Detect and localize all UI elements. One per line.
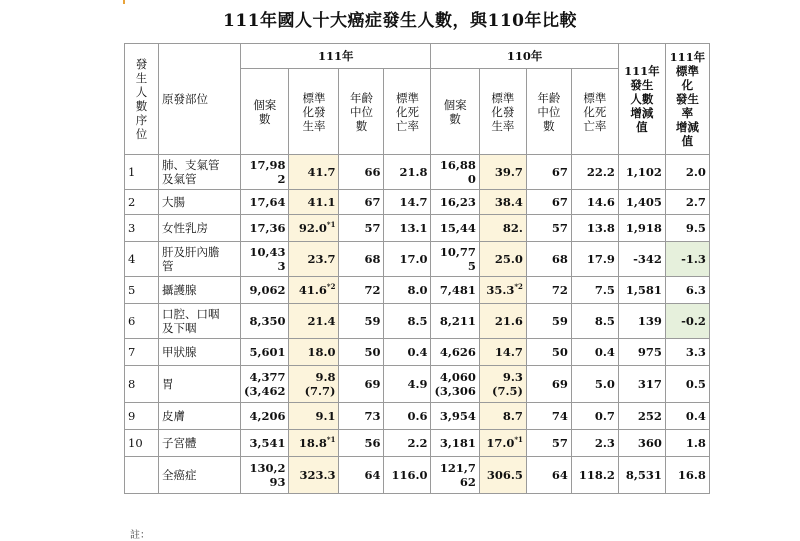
cell-asir-110 <box>479 277 526 304</box>
cell-value: 306.5 <box>486 468 523 482</box>
cell-value: 360 <box>637 436 662 450</box>
cell-cases-111 <box>241 190 289 215</box>
cell-value: 39.7 <box>494 165 523 179</box>
cell-cases-111 <box>241 366 289 403</box>
cell-value: 7 <box>128 345 136 359</box>
cell-median-age-110 <box>526 190 571 215</box>
cell-asmr-111 <box>384 304 431 339</box>
cell-asmr-111 <box>384 277 431 304</box>
cell-value: 82. <box>502 221 523 235</box>
header-asmr-111: 標準 化死 亡率 <box>384 69 431 155</box>
cell-value: 8.7 <box>502 409 523 423</box>
cell-value: 69 <box>364 377 381 391</box>
cell-value: 16.8 <box>677 468 706 482</box>
cell-asir-110 <box>479 242 526 277</box>
cell-value: 全癌症 <box>162 468 197 482</box>
cell-value: 2.7 <box>685 195 706 209</box>
cell-value: 9.1 <box>315 409 336 423</box>
cell-value: 9 <box>128 409 136 423</box>
cell-value: 8.0 <box>407 283 428 297</box>
cell-value: 66 <box>364 165 381 179</box>
cell-value: 10 <box>128 436 143 450</box>
cell-asir-111 <box>289 339 339 366</box>
footnote-marker: *2 <box>326 282 336 291</box>
cell-median-age-110 <box>526 242 571 277</box>
cell-median-age-111 <box>339 430 384 457</box>
cell-value: 16,23 <box>439 195 476 209</box>
cell-value: 17,36 <box>249 221 286 235</box>
cell-cases-111 <box>241 155 289 190</box>
cell-diff-cases <box>618 242 665 277</box>
cell-median-age-110 <box>526 304 571 339</box>
table-row <box>125 304 710 339</box>
cell-cases-110 <box>431 366 479 403</box>
cell-row-rank <box>125 366 159 403</box>
cell-value: 41.1 <box>307 195 336 209</box>
cell-value: 15,44 <box>439 221 476 235</box>
cell-value: 17.0 <box>486 436 515 450</box>
cell-value: 9.8 (7.7) <box>304 370 336 398</box>
cell-value: 57 <box>364 221 381 235</box>
header-cases-111: 個案 數 <box>241 69 289 155</box>
cell-value: 118.2 <box>578 468 615 482</box>
header-group-110: 110年 <box>431 44 618 69</box>
cell-value: 皮膚 <box>162 409 185 423</box>
cell-value: 4,626 <box>439 345 476 359</box>
cell-row-site <box>159 277 241 304</box>
cell-value: 38.4 <box>494 195 523 209</box>
table-title: 111年國人十大癌症發生人數，與110年比較 <box>223 11 577 31</box>
header-cases-110: 個案 數 <box>431 69 479 155</box>
cell-value: 3,181 <box>439 436 476 450</box>
cell-value: 肝及肝內膽 管 <box>162 245 220 273</box>
cell-value: 35.3 <box>486 283 515 297</box>
cell-median-age-111 <box>339 403 384 430</box>
header-asmr-110: 標準 化死 亡率 <box>571 69 618 155</box>
cell-value: 69 <box>551 377 568 391</box>
cell-value: 1,102 <box>625 165 662 179</box>
cell-asir-110 <box>479 366 526 403</box>
cell-asmr-110 <box>571 277 618 304</box>
cell-median-age-111 <box>339 155 384 190</box>
cell-value: 子宮體 <box>162 436 197 450</box>
cell-median-age-110 <box>526 215 571 242</box>
cell-diff-cases <box>618 457 665 494</box>
cell-median-age-110 <box>526 403 571 430</box>
cell-row-site <box>159 215 241 242</box>
cell-asir-110 <box>479 339 526 366</box>
cell-diff-rate <box>665 403 709 430</box>
cell-median-age-111 <box>339 304 384 339</box>
cell-row-site <box>159 430 241 457</box>
cell-asmr-111 <box>384 430 431 457</box>
cell-diff-cases <box>618 403 665 430</box>
cell-value: 17.9 <box>586 252 615 266</box>
cell-value: 317 <box>637 377 662 391</box>
cell-value: 口腔、口咽 及下咽 <box>162 307 220 335</box>
cell-value: 0.6 <box>407 409 428 423</box>
cell-diff-rate <box>665 457 709 494</box>
cell-cases-110 <box>431 430 479 457</box>
cell-asmr-110 <box>571 457 618 494</box>
cell-asmr-110 <box>571 339 618 366</box>
cell-value: 57 <box>551 436 568 450</box>
cell-median-age-111 <box>339 339 384 366</box>
cell-row-site <box>159 304 241 339</box>
cell-diff-cases <box>618 430 665 457</box>
cell-row-site <box>159 366 241 403</box>
cell-asmr-111 <box>384 190 431 215</box>
cell-value: 7,481 <box>439 283 476 297</box>
cell-value: 3,954 <box>439 409 476 423</box>
cell-diff-cases <box>618 215 665 242</box>
cell-median-age-111 <box>339 190 384 215</box>
cell-diff-cases <box>618 190 665 215</box>
cell-asmr-110 <box>571 242 618 277</box>
cell-value: 21.6 <box>494 314 523 328</box>
cell-value: 14.7 <box>399 195 428 209</box>
cell-value: 4.9 <box>407 377 428 391</box>
cell-value: 67 <box>551 195 568 209</box>
cell-value: 21.8 <box>399 165 428 179</box>
cell-row-rank <box>125 403 159 430</box>
cell-row-rank <box>125 304 159 339</box>
cell-value: 8.5 <box>407 314 428 328</box>
header-median-age-111: 年齡 中位 數 <box>339 69 384 155</box>
cell-value: 67 <box>551 165 568 179</box>
cell-value: 10,43 3 <box>249 245 286 273</box>
cell-asmr-111 <box>384 403 431 430</box>
cell-median-age-111 <box>339 277 384 304</box>
cell-value: 0.7 <box>594 409 615 423</box>
cell-asir-111 <box>289 430 339 457</box>
cell-value: 1.8 <box>685 436 706 450</box>
header-site: 原發部位 <box>159 44 241 155</box>
cell-asmr-110 <box>571 190 618 215</box>
cell-value: 甲狀腺 <box>162 345 197 359</box>
cell-cases-111 <box>241 304 289 339</box>
cell-row-site <box>159 403 241 430</box>
cell-value: 8,211 <box>439 314 476 328</box>
cell-cases-111 <box>241 339 289 366</box>
cell-median-age-111 <box>339 457 384 494</box>
cell-asir-111 <box>289 215 339 242</box>
cell-value: 59 <box>551 314 568 328</box>
cell-cases-110 <box>431 155 479 190</box>
cell-cases-110 <box>431 339 479 366</box>
cell-value: 3,541 <box>249 436 286 450</box>
cell-value: 0.4 <box>407 345 428 359</box>
cell-value: 72 <box>364 283 381 297</box>
cell-value: 92.0 <box>298 221 327 235</box>
cell-value: 9.5 <box>685 221 706 235</box>
cell-diff-rate <box>665 215 709 242</box>
table-row <box>125 190 710 215</box>
cell-value: 121,7 62 <box>439 461 476 489</box>
cell-value: 胃 <box>162 377 174 391</box>
header-group-111: 111年 <box>241 44 431 69</box>
cell-value: 6.3 <box>685 283 706 297</box>
cell-value: -342 <box>633 252 662 266</box>
cell-asir-111 <box>289 277 339 304</box>
cell-asmr-111 <box>384 215 431 242</box>
cell-diff-rate <box>665 430 709 457</box>
cell-value: 41.6 <box>298 283 327 297</box>
cell-diff-rate <box>665 339 709 366</box>
footnote: 註： <box>130 530 150 541</box>
cell-value: 68 <box>551 252 568 266</box>
cell-asir-111 <box>289 403 339 430</box>
cell-row-site <box>159 155 241 190</box>
cell-diff-rate <box>665 277 709 304</box>
cell-value: 25.0 <box>494 252 523 266</box>
header-asir-110: 標準 化發 生率 <box>479 69 526 155</box>
cell-value: 14.7 <box>494 345 523 359</box>
cell-asmr-111 <box>384 155 431 190</box>
cell-value: 17,64 <box>249 195 286 209</box>
cell-asir-110 <box>479 430 526 457</box>
table-row <box>125 430 710 457</box>
cell-diff-cases <box>618 366 665 403</box>
cell-row-site <box>159 242 241 277</box>
cell-row-rank <box>125 430 159 457</box>
footnote-marker: *1 <box>326 435 336 444</box>
corner-mark <box>123 0 125 4</box>
cell-asir-111 <box>289 190 339 215</box>
table-row <box>125 366 710 403</box>
cell-value: 18.8 <box>298 436 327 450</box>
cell-diff-cases <box>618 339 665 366</box>
cell-value: 9.3 (7.5) <box>492 370 523 398</box>
cell-value: 73 <box>364 409 381 423</box>
table-row <box>125 339 710 366</box>
cell-value: 8.5 <box>594 314 615 328</box>
cell-asmr-111 <box>384 339 431 366</box>
cell-diff-rate <box>665 304 709 339</box>
cell-row-site <box>159 190 241 215</box>
cell-row-rank <box>125 339 159 366</box>
cell-asmr-110 <box>571 403 618 430</box>
header-diff-rate: 111年 標準 化 發生 率 增減 值 <box>665 44 709 155</box>
cell-asir-111 <box>289 155 339 190</box>
cell-asir-110 <box>479 304 526 339</box>
cell-median-age-110 <box>526 277 571 304</box>
cell-value: 139 <box>637 314 662 328</box>
footnote-marker: *1 <box>514 435 523 444</box>
cell-asmr-111 <box>384 242 431 277</box>
cell-cases-111 <box>241 403 289 430</box>
cell-value: 0.4 <box>594 345 615 359</box>
cell-cases-110 <box>431 403 479 430</box>
cell-cases-111 <box>241 457 289 494</box>
footnote-marker: *1 <box>326 220 336 229</box>
cell-median-age-110 <box>526 430 571 457</box>
footnote-marker: *2 <box>514 282 523 291</box>
cell-asmr-110 <box>571 215 618 242</box>
cell-cases-110 <box>431 457 479 494</box>
cell-median-age-110 <box>526 155 571 190</box>
cell-value: 64 <box>551 468 568 482</box>
cell-value: 72 <box>551 283 568 297</box>
table-row <box>125 215 710 242</box>
cell-median-age-111 <box>339 242 384 277</box>
table-row <box>125 457 710 494</box>
cell-value: 1 <box>128 165 136 179</box>
cell-cases-110 <box>431 242 479 277</box>
cell-diff-rate <box>665 190 709 215</box>
cell-cases-111 <box>241 430 289 457</box>
cell-asmr-110 <box>571 155 618 190</box>
cell-row-rank <box>125 242 159 277</box>
cell-value: -0.2 <box>681 314 706 328</box>
cell-value: 8 <box>128 377 136 391</box>
cell-value: 9,062 <box>249 283 286 297</box>
cell-value: 2 <box>128 195 136 209</box>
cell-value: 74 <box>551 409 568 423</box>
cell-value: 2.2 <box>407 436 428 450</box>
cell-value: 1,918 <box>625 221 662 235</box>
cell-row-rank <box>125 155 159 190</box>
cell-value: 2.3 <box>594 436 615 450</box>
cell-diff-cases <box>618 155 665 190</box>
cell-asmr-111 <box>384 457 431 494</box>
cell-asir-110 <box>479 190 526 215</box>
cell-asmr-110 <box>571 366 618 403</box>
cell-median-age-110 <box>526 339 571 366</box>
cell-value: 64 <box>364 468 381 482</box>
header-median-age-110: 年齡 中位 數 <box>526 69 571 155</box>
cell-value: 5.0 <box>594 377 615 391</box>
cell-diff-rate <box>665 242 709 277</box>
cell-value: 攝護腺 <box>162 283 197 297</box>
cell-value: 1,405 <box>625 195 662 209</box>
cell-cases-111 <box>241 277 289 304</box>
cell-value: 13.1 <box>399 221 428 235</box>
cell-cases-110 <box>431 215 479 242</box>
cell-asir-110 <box>479 457 526 494</box>
cell-value: 975 <box>637 345 662 359</box>
cell-value: 50 <box>551 345 568 359</box>
cell-value: 50 <box>364 345 381 359</box>
cell-value: 59 <box>364 314 381 328</box>
cell-value: 7.5 <box>594 283 615 297</box>
cell-value: 5 <box>128 283 136 297</box>
table-row <box>125 403 710 430</box>
cell-median-age-110 <box>526 366 571 403</box>
cell-row-site <box>159 457 241 494</box>
cell-asir-111 <box>289 242 339 277</box>
cell-value: 130,2 93 <box>249 461 286 489</box>
cell-diff-rate <box>665 366 709 403</box>
cell-value: 3 <box>128 221 136 235</box>
cell-diff-rate <box>665 155 709 190</box>
table-row <box>125 155 710 190</box>
cell-asir-110 <box>479 215 526 242</box>
cell-value: 8,350 <box>249 314 286 328</box>
cell-row-rank <box>125 277 159 304</box>
cell-diff-cases <box>618 277 665 304</box>
cell-median-age-111 <box>339 215 384 242</box>
cell-cases-111 <box>241 242 289 277</box>
cell-value: 22.2 <box>586 165 615 179</box>
cell-asir-110 <box>479 155 526 190</box>
cell-cases-110 <box>431 190 479 215</box>
cell-median-age-111 <box>339 366 384 403</box>
cell-value: 5,601 <box>249 345 286 359</box>
cell-value: 323.3 <box>299 468 336 482</box>
cell-value: 21.4 <box>307 314 336 328</box>
cell-value: 10,77 5 <box>439 245 476 273</box>
cell-value: 女性乳房 <box>162 221 208 235</box>
cell-value: 3.3 <box>685 345 706 359</box>
cell-asmr-110 <box>571 304 618 339</box>
cell-row-rank <box>125 215 159 242</box>
cell-value: 41.7 <box>307 165 336 179</box>
cell-value: 4,060 (3,306 <box>434 370 476 398</box>
cell-value: 2.0 <box>685 165 706 179</box>
cell-value: 23.7 <box>307 252 336 266</box>
header-asir-111: 標準 化發 生率 <box>289 69 339 155</box>
cell-value: 17.0 <box>399 252 428 266</box>
cell-asir-111 <box>289 304 339 339</box>
cell-asmr-110 <box>571 430 618 457</box>
cell-median-age-110 <box>526 457 571 494</box>
cell-asir-110 <box>479 403 526 430</box>
table-row <box>125 242 710 277</box>
cell-value: 67 <box>364 195 381 209</box>
cell-diff-cases <box>618 304 665 339</box>
cell-value: 116.0 <box>391 468 428 482</box>
cell-value: 6 <box>128 314 136 328</box>
table-row <box>125 277 710 304</box>
header-rank: 發 生 人 數 序 位 <box>125 44 159 155</box>
cell-value: 13.8 <box>586 221 615 235</box>
cell-value: 17,98 2 <box>249 158 286 186</box>
cell-row-site <box>159 339 241 366</box>
cell-value: 14.6 <box>586 195 615 209</box>
cell-value: 1,581 <box>625 283 662 297</box>
cell-asir-111 <box>289 457 339 494</box>
cell-value: -1.3 <box>681 252 706 266</box>
cell-value: 8,531 <box>625 468 662 482</box>
cell-value: 4 <box>128 252 136 266</box>
cell-asir-111 <box>289 366 339 403</box>
cell-cases-110 <box>431 277 479 304</box>
cell-value: 肺、支氣管 及氣管 <box>162 158 220 186</box>
cell-value: 0.5 <box>685 377 706 391</box>
cell-value: 16,88 0 <box>439 158 476 186</box>
cell-cases-111 <box>241 215 289 242</box>
cell-value: 68 <box>364 252 381 266</box>
cancer-incidence-table <box>124 43 710 494</box>
cell-value: 4,206 <box>249 409 286 423</box>
cell-asmr-111 <box>384 366 431 403</box>
cell-value: 大腸 <box>162 195 185 209</box>
cell-value: 56 <box>364 436 381 450</box>
cell-value: 252 <box>637 409 662 423</box>
cell-value: 4,377 (3,462 <box>244 370 286 398</box>
cell-value: 0.4 <box>685 409 706 423</box>
cell-value: 18.0 <box>307 345 336 359</box>
cell-row-rank <box>125 190 159 215</box>
cell-value: 57 <box>551 221 568 235</box>
cell-cases-110 <box>431 304 479 339</box>
cell-row-rank <box>125 457 159 494</box>
header-diff-cases: 111年 發生 人數 增減 值 <box>618 44 665 155</box>
